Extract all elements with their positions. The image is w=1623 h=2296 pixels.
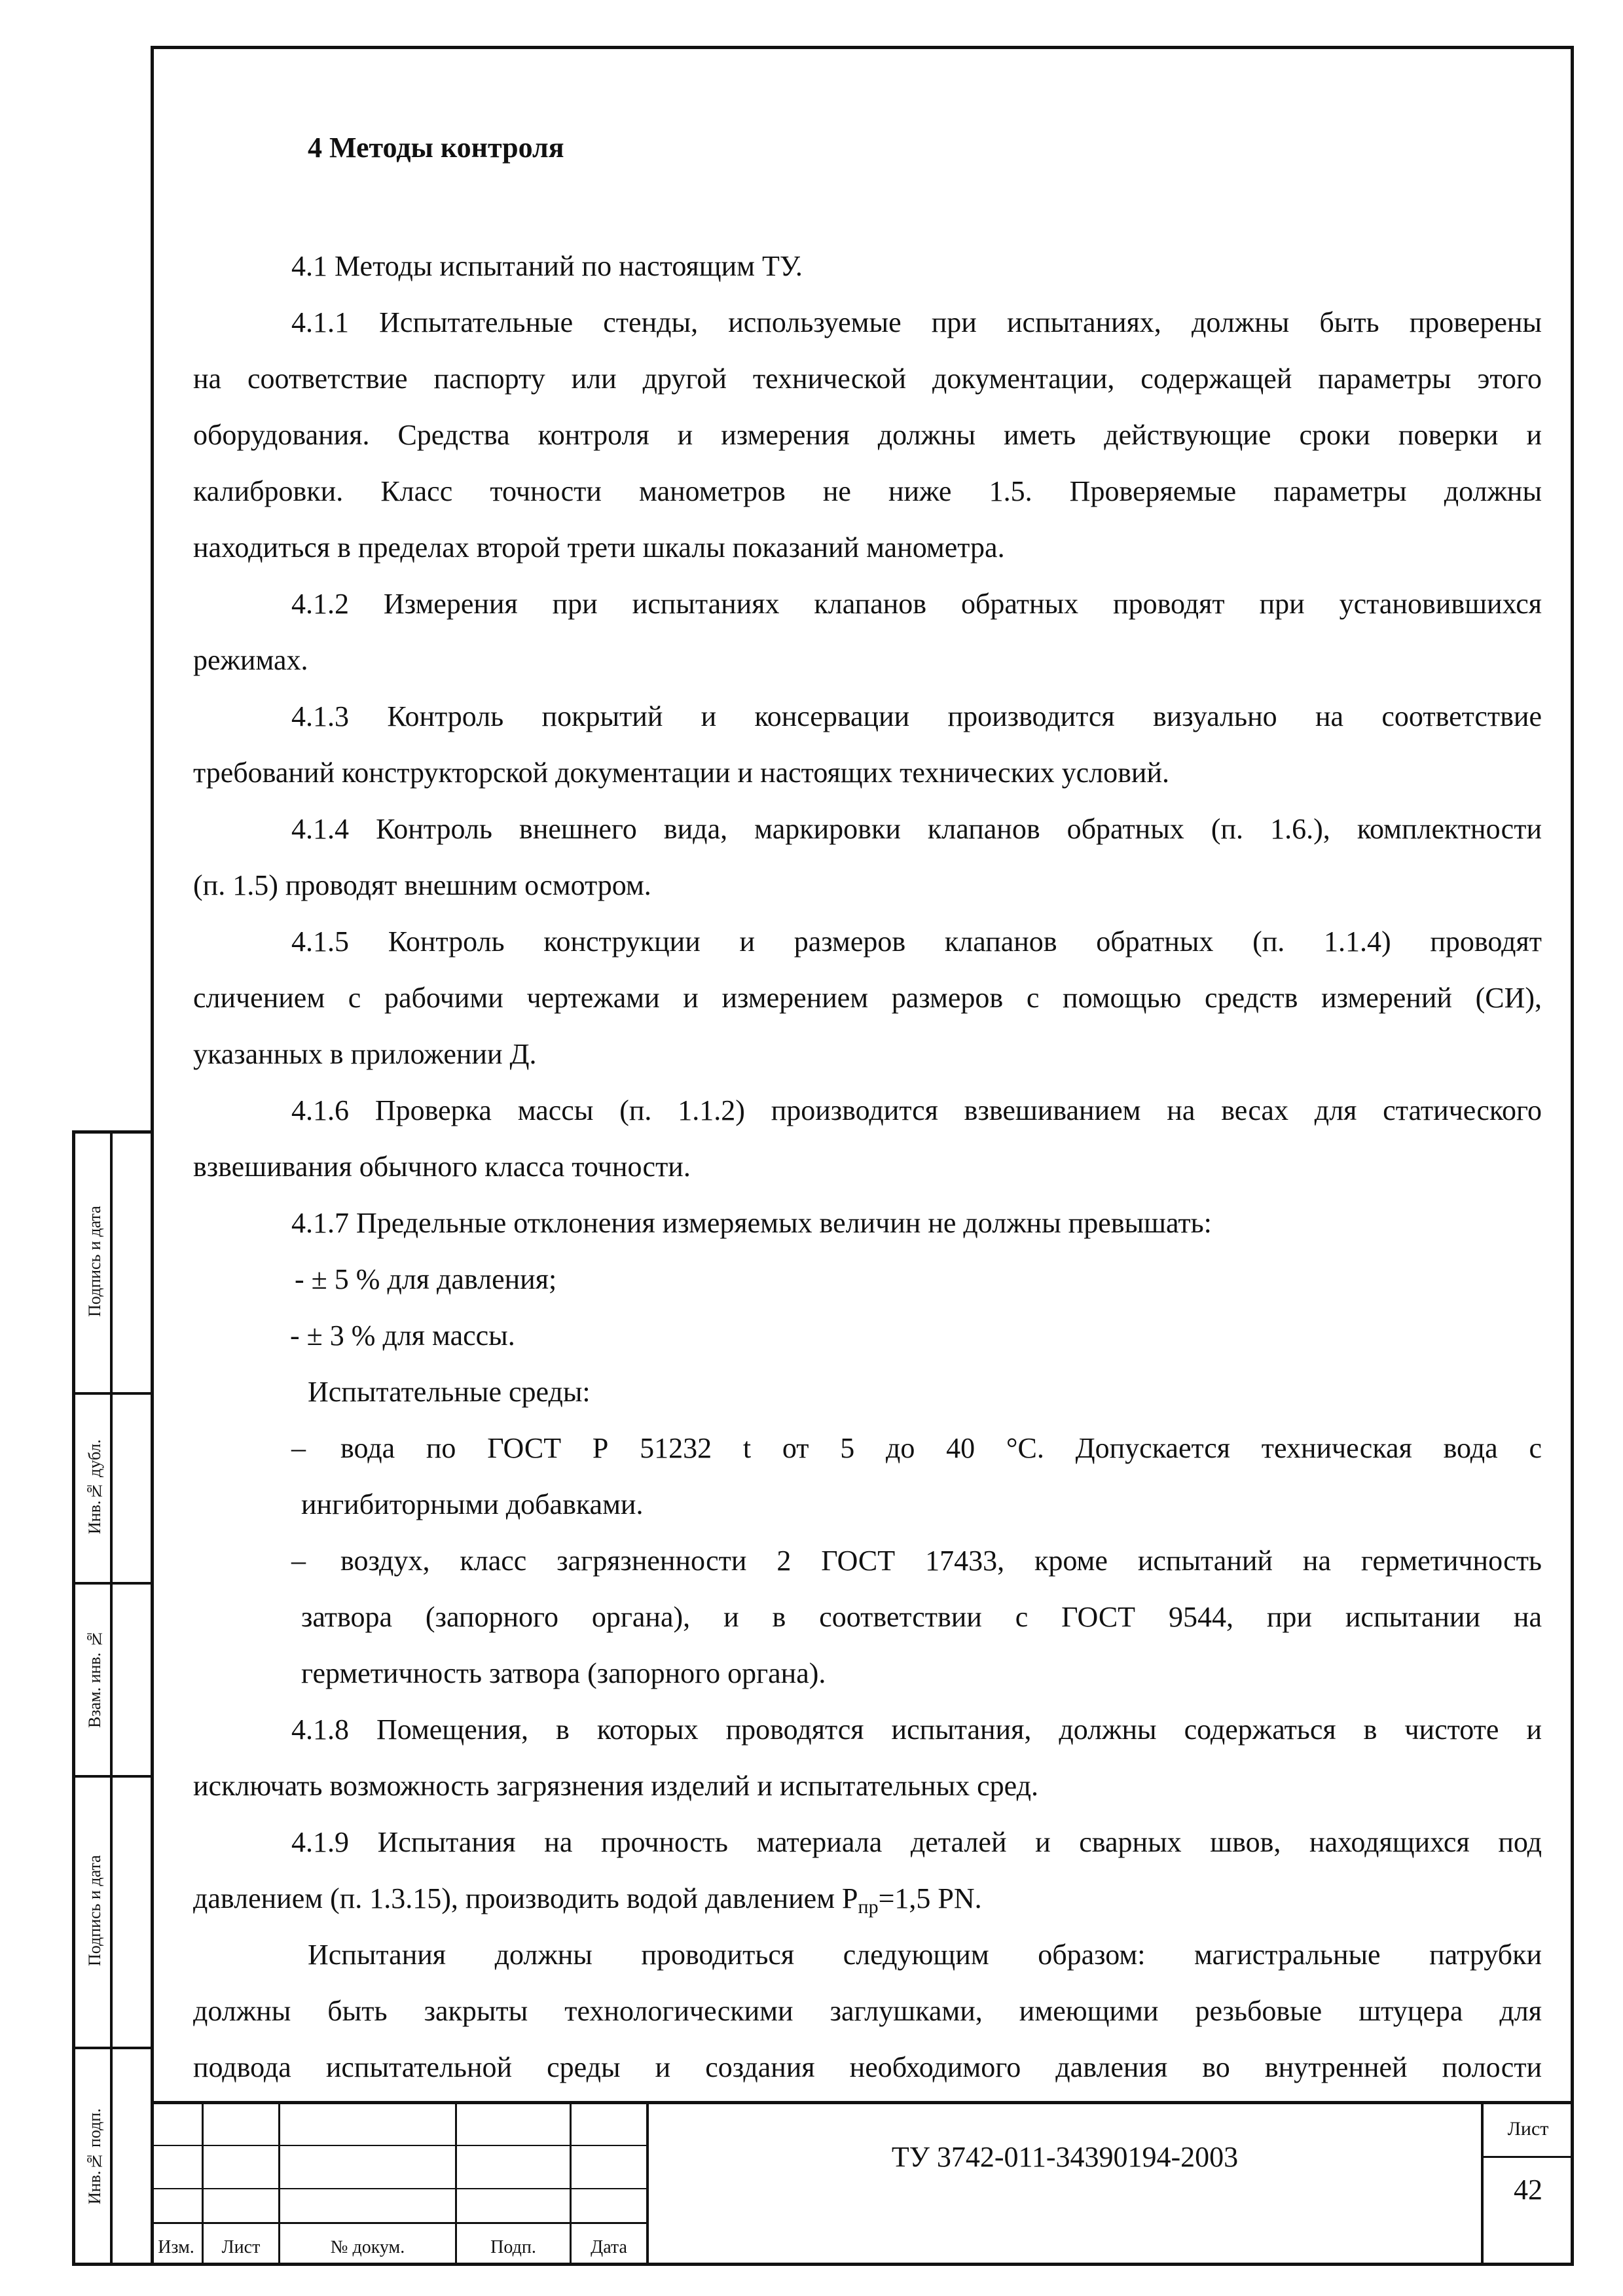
paragraph-line: указанных в приложении Д. (193, 1038, 537, 1070)
title-block-row-rule (151, 2222, 648, 2224)
document-code: ТУ 3742-011-34390194-2003 (891, 2141, 1239, 2173)
paragraph-line: режимах. (193, 644, 308, 676)
list-dash: – (291, 1432, 306, 1464)
column-label-change: Изм. (158, 2237, 194, 2257)
list-item-line: воздух, класс загрязненности 2 ГОСТ 17433, кроме испытаний на герметичность (340, 1545, 1542, 1577)
side-label-dup-inv: Инв.№ дубл. (85, 1439, 104, 1535)
list-item-line: затвора (запорного органа), и в соответствии с ГОСТ 9544, при испытании на (301, 1601, 1542, 1633)
column-label-signature: Подп. (490, 2237, 536, 2257)
paragraph-line: на соответствие паспорту или другой технической документации, содержащей параметры этого (193, 363, 1542, 395)
paragraph-line: Испытания должны проводиться следующим образом: магистральные патрубки (308, 1939, 1542, 1971)
paragraph-line: подвода испытательной среды и создания необходимого давления во внутренней полости (193, 2051, 1542, 2083)
paragraph-line: 4.1.4 Контроль внешнего вида, маркировки клапанов обратных (п. 1.6.), комплектности (291, 813, 1542, 845)
paragraph-line: 4.1.1 Испытательные стенды, используемые при испытаниях, должны быть проверены (291, 306, 1542, 338)
paragraph-line: требований конструкторской документации и настоящих технических условий. (193, 757, 1169, 789)
column-label-doc-number: № докум. (330, 2237, 405, 2257)
title-block-col-rule (646, 2101, 649, 2266)
column-label-sheet: Лист (221, 2237, 261, 2257)
side-label-signature-date: Подпись и дата (85, 1855, 104, 1967)
list-item-line: ингибиторными добавками. (301, 1488, 644, 1520)
side-label-orig-inv: Инв.№ подп. (85, 2108, 104, 2204)
paragraph-line: 4.1.6 Проверка массы (п. 1.1.2) производится взвешиванием на весах для статического (291, 1094, 1542, 1126)
paragraph-line: сличением с рабочими чертежами и измерением размеров с помощью средств измерений (СИ), (193, 982, 1542, 1014)
title-block-top-rule (151, 2101, 1574, 2104)
text-run: давлением (п. 1.3.15), производить водой давлением P (193, 1882, 858, 1914)
paragraph-line: 4.1.7 Предельные отклонения измеряемых величин не должны превышать: (291, 1207, 1212, 1239)
list-item-line: герметичность затвора (запорного органа). (301, 1657, 826, 1689)
paragraph-line: 4.1.2 Измерения при испытаниях клапанов обратных проводят при установившихся (291, 588, 1542, 620)
paragraph-line: 4.1 Методы испытаний по настоящим ТУ. (291, 250, 803, 282)
paragraph-line: 4.1.8 Помещения, в которых проводятся испытания, должны содержаться в чистоте и (291, 1713, 1542, 1746)
sheet-cell-rule (1483, 2156, 1574, 2158)
paragraph-line: оборудования. Средства контроля и измерения должны иметь действующие сроки поверки и (193, 419, 1542, 451)
column-label-date: Дата (591, 2237, 627, 2257)
paragraph-line: должны быть закрыты технологическими заглушками, имеющими резьбовые штуцера для (193, 1995, 1542, 2027)
section-heading: 4 Методы контроля (308, 132, 564, 164)
sheet-label: Лист (1507, 2118, 1549, 2140)
subscript: пр (858, 1896, 879, 1918)
title-block-row-rule (151, 2145, 648, 2146)
paragraph-line: находиться в пределах второй трети шкалы показаний манометра. (193, 531, 1005, 564)
list-dash: – (291, 1545, 306, 1577)
list-item-line: вода по ГОСТ Р 51232 t от 5 до 40 °С. Допускается техническая вода с (340, 1432, 1542, 1464)
paragraph-line (193, 1882, 982, 1916)
paragraph-line: Испытательные среды: (308, 1376, 591, 1408)
paragraph-line: взвешивания обычного класса точности. (193, 1151, 691, 1183)
paragraph-line: 4.1.3 Контроль покрытий и консервации производится визуально на соответствие (291, 700, 1542, 732)
side-label-signature-date: Подпись и дата (85, 1206, 104, 1317)
paragraph-line: исключать возможность загрязнения изделий и испытательных сред. (193, 1770, 1038, 1802)
list-item: - ± 3 % для массы. (290, 1319, 515, 1352)
paragraph-line: 4.1.9 Испытания на прочность материала деталей и сварных швов, находящихся под (291, 1826, 1542, 1858)
text-run: =1,5 PN. (878, 1882, 982, 1914)
paragraph-line: (п. 1.5) проводят внешним осмотром. (193, 869, 651, 901)
list-item: - ± 5 % для давления; (295, 1263, 557, 1295)
side-label-replace-inv: Взам. инв. № (85, 1629, 104, 1728)
paragraph-line: 4.1.5 Контроль конструкции и размеров клапанов обратных (п. 1.1.4) проводят (291, 925, 1542, 958)
title-block-row-rule (151, 2188, 648, 2189)
paragraph-line: калибровки. Класс точности манометров не ниже 1.5. Проверяемые параметры должны (193, 475, 1542, 507)
sheet-number: 42 (1514, 2174, 1542, 2206)
